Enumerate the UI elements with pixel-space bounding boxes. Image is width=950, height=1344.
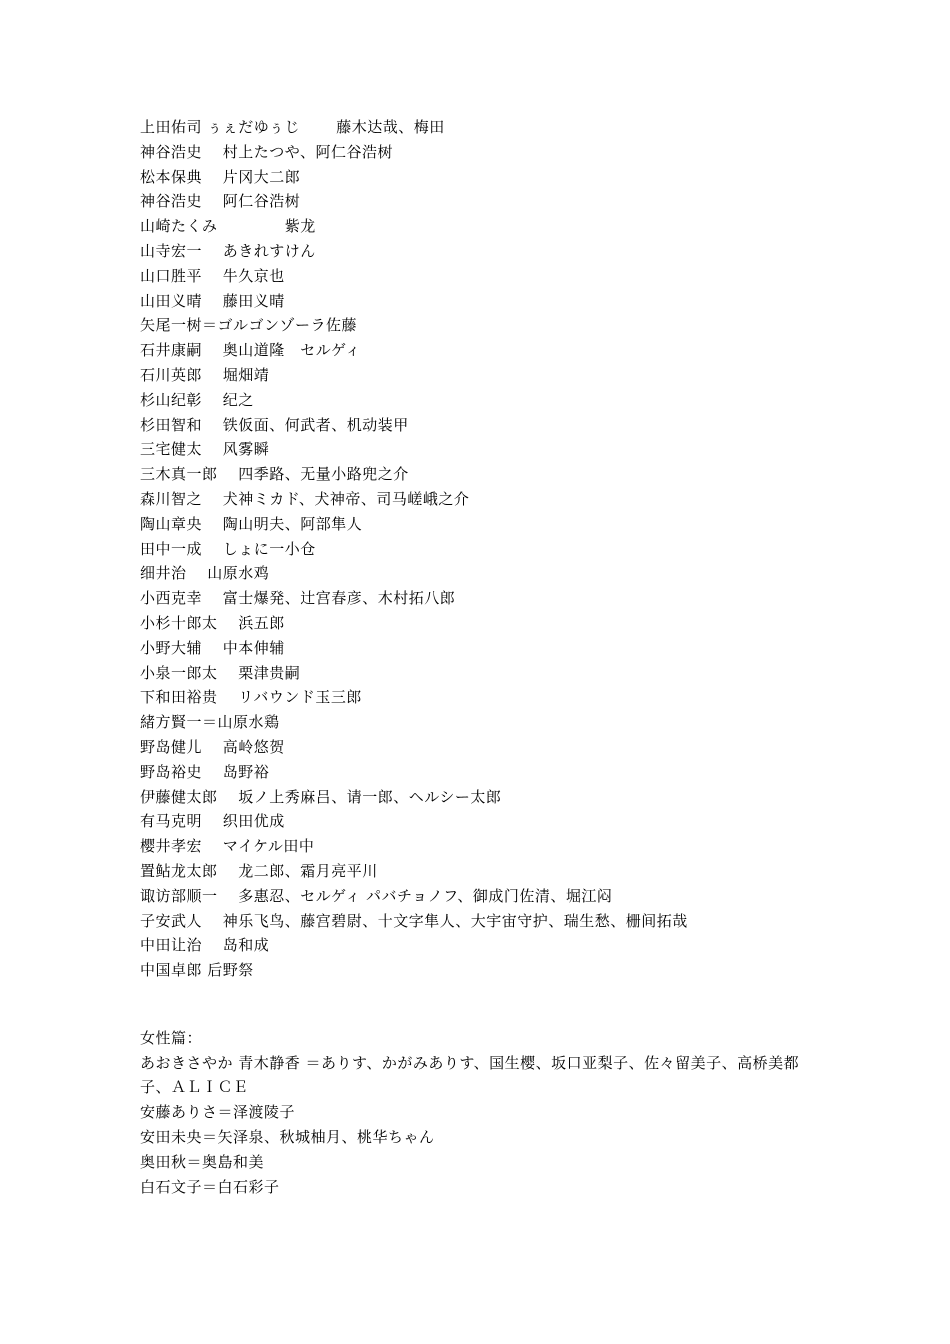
list-item: 野岛裕史 岛野裕 — [140, 762, 270, 781]
female-cast-section — [140, 1026, 820, 1200]
list-item: あおきさやか 青木静香 ＝ありす、かがみありす、国生樱、坂口亚梨子、佐々留美子、高桥美都子、ＡＬＩＣＥ — [140, 1053, 800, 1097]
list-item: 小西克幸 富士爆発、辻宫春彦、木村拓八郎 — [140, 589, 456, 608]
list-item: 伊藤健太郎 坂ノ上秀麻吕、请一郎、ヘルシー太郎 — [140, 787, 502, 806]
list-item: 中国卓郎 后野祭 — [140, 961, 254, 980]
list-item: 山崎たくみ 紫龙 — [140, 217, 316, 236]
list-item: 田中一成 しょに一小仓 — [140, 539, 316, 558]
list-item: 森川智之 犬神ミカド、犬神帝、司马嵯峨之介 — [140, 489, 470, 508]
list-item: 置鲇龙太郎 龙二郎、霜月亮平川 — [140, 861, 378, 880]
list-item: 子安武人 神乐飞鸟、藤宫碧尉、十文字隼人、大宇宙守护、瑞生愁、栅间拓哉 — [140, 911, 688, 930]
document-page — [140, 115, 820, 1199]
list-item: 緒方賢一＝山原水鶏 — [140, 713, 280, 732]
list-item: 山田义晴 藤田义晴 — [140, 291, 285, 310]
list-item: 小泉一郎太 栗津贵嗣 — [140, 663, 301, 682]
male-cast-list — [140, 115, 820, 983]
list-item: 神谷浩史 阿仁谷浩树 — [140, 192, 301, 211]
list-item: 小杉十郎太 浜五郎 — [140, 613, 285, 632]
list-item: 奥田秋＝奥島和美 — [140, 1152, 265, 1171]
list-item: 杉田智和 铁仮面、何武者、机动装甲 — [140, 415, 409, 434]
list-item: 有马克明 织田优成 — [140, 812, 285, 831]
list-item: 陶山章央 陶山明夫、阿部隼人 — [140, 514, 363, 533]
list-item: 诹访部顺一 多惠忍、セルゲィ パバチョノフ、御成门佐清、堀江闷 — [140, 886, 613, 905]
section-spacer — [140, 983, 820, 1026]
list-item: 下和田裕贵 リバウンド玉三郎 — [140, 688, 362, 707]
list-item: 松本保典 片冈大二郎 — [140, 167, 301, 186]
list-item: 神谷浩史 村上たつや、阿仁谷浩树 — [140, 142, 393, 161]
list-item: 白石文子＝白石彩子 — [140, 1177, 280, 1196]
list-item: 樱井孝宏 マイケル田中 — [140, 837, 315, 856]
list-item: 石川英郎 堀畑靖 — [140, 365, 270, 384]
list-item: 安藤ありさ＝泽渡陵子 — [140, 1103, 296, 1122]
list-item: 石井康嗣 奥山道隆 セルゲィ — [140, 341, 361, 360]
list-item: 山寺宏一 あきれすけん — [140, 241, 316, 260]
list-item: 野岛健儿 高岭悠贺 — [140, 737, 285, 756]
list-item: 上田佑司 ぅぇだゆぅじ 藤木达哉、梅田 — [140, 118, 445, 136]
list-item: 三宅健太 风雾瞬 — [140, 440, 270, 459]
list-item: 小野大辅 中本伸辅 — [140, 638, 285, 657]
list-item: 三木真一郎 四季路、无量小路兜之介 — [140, 465, 409, 484]
list-item: 山口胜平 牛久京也 — [140, 266, 285, 285]
list-item: 中田让治 岛和成 — [140, 936, 270, 955]
list-item: 安田未央＝矢泽泉、秋城柚月、桃华ちゃん — [140, 1128, 435, 1147]
section-heading: 女性篇： — [140, 1028, 203, 1047]
list-item: 细井治 山原水鸡 — [140, 564, 270, 583]
list-item: 矢尾一树＝ゴルゴンゾーラ佐藤 — [140, 316, 358, 335]
list-item: 杉山纪彰 纪之 — [140, 390, 254, 409]
